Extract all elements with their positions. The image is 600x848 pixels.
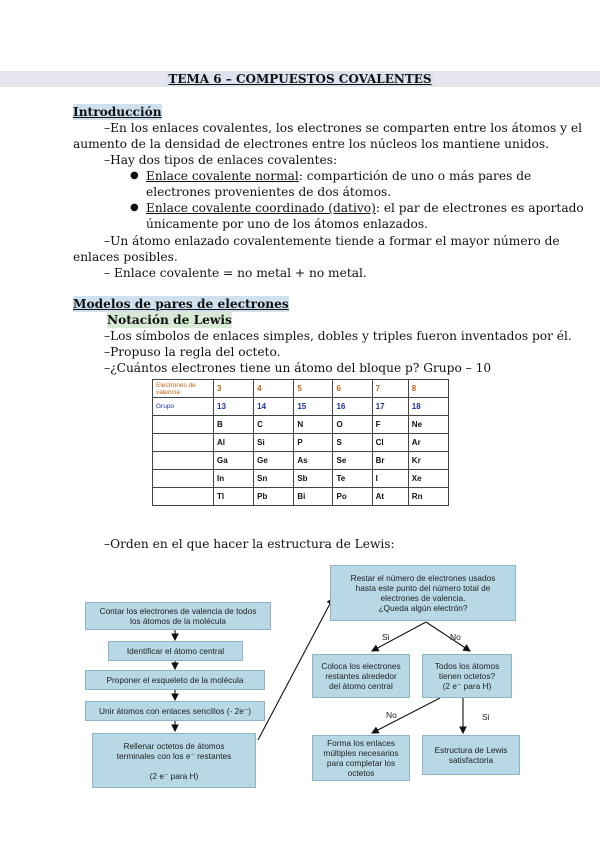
- table-cell: S: [333, 434, 372, 452]
- flow-step-central-atom: Identificar el átomo central: [108, 641, 243, 661]
- flow-step-lewis-ok: Estructura de Lewis satisfactoria: [422, 735, 520, 775]
- table-cell: 6: [333, 380, 372, 398]
- models-text: –Los símbolos de enlaces simples, dobles y triples fueron inventados por él.: [104, 329, 572, 343]
- table-cell: 18: [408, 398, 448, 416]
- table-cell: 13: [214, 398, 254, 416]
- table-cell: 7: [372, 380, 408, 398]
- intro-text: –En los enlaces covalentes, los electrones se comparten entre los átomos y el: [104, 121, 583, 135]
- table-cell: Cl: [372, 434, 408, 452]
- table-cell: Po: [333, 488, 372, 506]
- table-cell: Xe: [408, 470, 448, 488]
- table-row-label: Grupo: [153, 398, 214, 416]
- flow-step-single-bonds: Unir átomos con enlaces sencillos (- 2e⁻): [85, 701, 265, 721]
- table-cell: 3: [214, 380, 254, 398]
- flow-step-place-remaining: Coloca los electrones restantes alrededor del átomo central: [312, 654, 410, 698]
- intro-text: –Un átomo enlazado covalentemente tiende a formar el mayor número de: [104, 234, 560, 248]
- table-cell: 4: [254, 380, 294, 398]
- table-cell: 17: [372, 398, 408, 416]
- table-row-label: Electrones de valencia: [153, 380, 214, 398]
- bullet-item-continued: únicamente por uno de los átomos enlazados.: [146, 217, 428, 231]
- table-cell: 5: [294, 380, 333, 398]
- page-title: TEMA 6 – COMPUESTOS COVALENTES: [0, 71, 600, 87]
- lewis-subheading: Notación de Lewis: [107, 313, 232, 327]
- table-cell: P: [294, 434, 333, 452]
- table-cell: In: [214, 470, 254, 488]
- table-cell: Tl: [214, 488, 254, 506]
- bullet-icon: ●: [130, 170, 139, 181]
- table-cell: Rn: [408, 488, 448, 506]
- intro-text: enlaces posibles.: [73, 250, 178, 264]
- flow-step-fill-octets: Rellenar octetos de átomos terminales con los e⁻ restantes (2 e⁻ para H): [92, 733, 256, 788]
- table-cell: Ge: [254, 452, 294, 470]
- intro-text: aumento de la densidad de electrones entre los núcleos los mantiene unidos.: [73, 137, 549, 151]
- table-cell: 8: [408, 380, 448, 398]
- bullet-item: Enlace covalente normal: compartición de uno o más pares de: [146, 169, 532, 183]
- models-text: –Orden en el que hacer la estructura de Lewis:: [104, 537, 395, 551]
- table-cell: Br: [372, 452, 408, 470]
- flow-label-yes: Si: [382, 632, 390, 642]
- flow-step-multiple-bonds: Forma los enlaces múltiples necesarios para completar los octetos: [312, 735, 410, 781]
- table-cell: 15: [294, 398, 333, 416]
- table-cell: Kr: [408, 452, 448, 470]
- bullet-item-continued: electrones provenientes de dos átomos.: [146, 185, 392, 199]
- flow-label-no: No: [386, 710, 397, 720]
- table-cell: As: [294, 452, 333, 470]
- flow-label-yes: Si: [482, 712, 490, 722]
- bullet-icon: ●: [130, 202, 139, 213]
- table-cell: Al: [214, 434, 254, 452]
- table-cell: N: [294, 416, 333, 434]
- flow-step-skeleton: Proponer el esqueleto de la molécula: [85, 670, 265, 690]
- table-cell: Ga: [214, 452, 254, 470]
- table-cell: At: [372, 488, 408, 506]
- flow-step-octets-check: Todos los átomos tienen octetos? (2 e⁻ para H): [422, 654, 512, 698]
- table-cell: Sb: [294, 470, 333, 488]
- table-cell: Si: [254, 434, 294, 452]
- flow-label-no: No: [450, 632, 461, 642]
- table-cell: 14: [254, 398, 294, 416]
- models-text: –Propuso la regla del octeto.: [104, 345, 281, 359]
- flow-step-subtract: Restar el número de electrones usados hasta este punto del número total de electrones de valencia. ¿Queda algún electrón?: [330, 565, 516, 621]
- table-cell: Ar: [408, 434, 448, 452]
- models-heading: Modelos de pares de electrones: [73, 297, 289, 311]
- intro-text: – Enlace covalente = no metal + no metal.: [104, 266, 367, 280]
- bullet-item: Enlace covalente coordinado (dativo): el par de electrones es aportado: [146, 201, 584, 215]
- table-cell: Se: [333, 452, 372, 470]
- table-cell: Bi: [294, 488, 333, 506]
- table-cell: F: [372, 416, 408, 434]
- table-cell: O: [333, 416, 372, 434]
- flow-step-count-electrons: Contar los electrones de valencia de todos los átomos de la molécula: [85, 602, 271, 630]
- intro-text: –Hay dos tipos de enlaces covalentes:: [104, 153, 338, 167]
- table-cell: Ne: [408, 416, 448, 434]
- intro-heading: Introducción: [73, 105, 162, 119]
- table-cell: I: [372, 470, 408, 488]
- table-cell: Pb: [254, 488, 294, 506]
- table-cell: 16: [333, 398, 372, 416]
- table-cell: Sn: [254, 470, 294, 488]
- table-cell: B: [214, 416, 254, 434]
- models-text: –¿Cuántos electrones tiene un átomo del bloque p? Grupo – 10: [104, 361, 492, 375]
- table-cell: Te: [333, 470, 372, 488]
- table-cell: C: [254, 416, 294, 434]
